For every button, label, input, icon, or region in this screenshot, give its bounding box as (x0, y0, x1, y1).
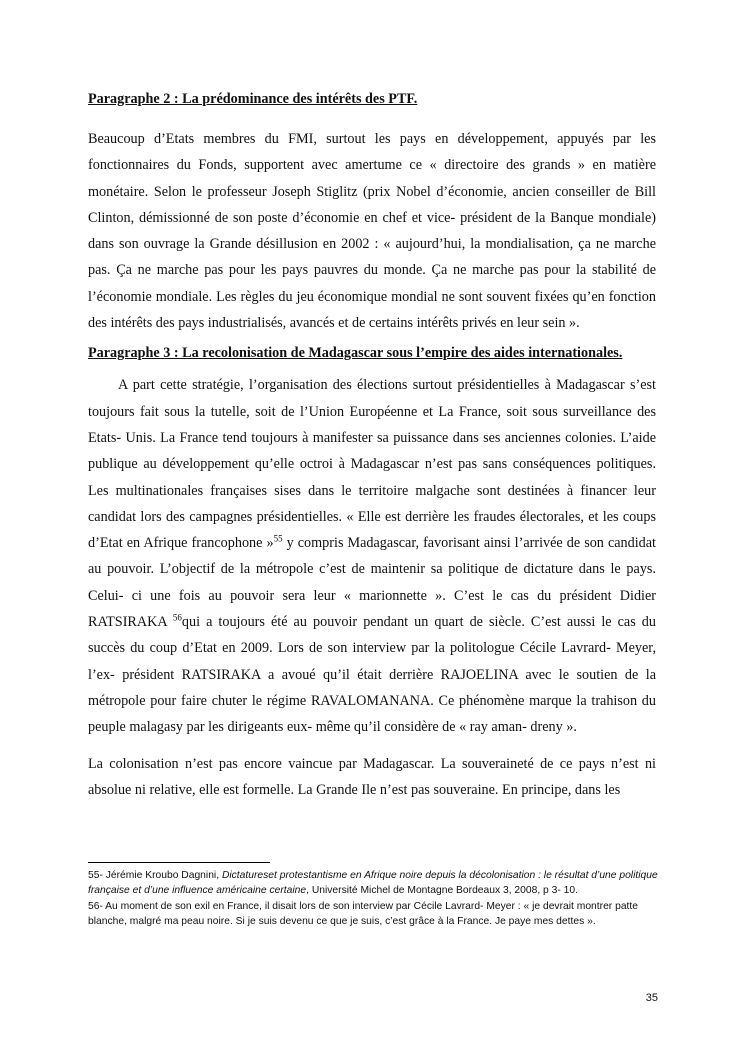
body-paragraph-2-part-3: qui a toujours été au pouvoir pendant un quart de siècle. C’est aussi le cas du succès du coup d’Etat en 2009. Lors de son interview par la politologue Cécile Lavrard- Meyer, l’ex- président RATSIRAKA a avoué qu’il était derrière RAJOELINA avec le soutien de la métropole pour faire chuter le régime RAVALOMANANA. Ce phénomène marque la trahison du peuple malagasy par les dirigeants eux- même qu’il considère de « ray aman- dreny ». (88, 614, 656, 736)
document-body (88, 90, 656, 803)
section-heading-paragraphe-3: Paragraphe 3 : La recolonisation de Madagascar sous l’empire des aides internationales. (88, 345, 623, 362)
footnote-55-title: Dictatureset protestantisme en Afrique noire depuis la décolonisation : le résultat d’une politique française et d’une influence américaine certaine (88, 870, 658, 897)
footnote-55-tail: , Université Michel de Montagne Bordeaux 3, 2008, p 3- 10. (306, 885, 578, 897)
footnote-55 (88, 868, 658, 899)
body-paragraph-2-part-2: y compris Madagascar, favorisant ainsi l’arrivée de son candidat au pouvoir. L’objectif de la métropole c’est de maintenir sa politique de dictature dans le pays. Celui- ci une fois au pouvoir sera leur « marionnette ». C’est le cas du président Didier RATSIRAKA (88, 535, 657, 631)
footnote-56: 56- Au moment de son exil en France, il disait lors de son interview par Cécile Lavrard- Meyer : « je devrait montrer patte blanche, malgré ma peau noire. Si je suis devenu ce que je suis, c’est grâce à la France. Je paye mes dettes ». (88, 900, 638, 928)
footnote-separator (88, 862, 270, 863)
body-paragraph-3: La colonisation n’est pas encore vaincue par Madagascar. La souveraineté de ce pays n’est ni absolue ni relative, elle est formelle. La Grande Ile n’est pas souveraine. En principe, dans les (88, 755, 656, 798)
body-paragraph-2-part-1: A part cette stratégie, l’organisation des élections surtout présidentielles à Madagascar s’est toujours fait sous la tutelle, soit de l’Union Européenne et La France, soit sous surveillance des Etats- Unis. La France tend toujours à manifester sa puissance dans ses anciennes colonies. L’aide publique au développement qu’elle octroi à Madagascar n’est pas sans conséquences politiques. Les multinationales françaises sises dans le territoire malgache sont destinées à financer leur candidat lors des campagnes présidentielles. « Elle est derrière les fraudes électorales, et les coups d’Etat en Afrique francophone » (88, 377, 656, 552)
footnote-reference-55: 55 (273, 533, 283, 544)
footnote-reference-56: 56 (172, 612, 182, 623)
body-paragraph-1: Beaucoup d’Etats membres du FMI, surtout les pays en développement, appuyés par les fonctionnaires du Fonds, supportent avec amertume ce « directoire des grands » en matière monétaire. Selon le professeur Joseph Stiglitz (prix Nobel d’économie, ancien conseiller de Bill Clinton, démissionné de son poste d’économie en chef et vice- président de la Banque mondiale) dans son ouvrage la Grande désillusion en 2002 : « aujourd’hui, la mondialisation, ça ne marche pas. Ça ne marche pas pour les pays pauvres du monde. Ça ne marche pas pour la stabilité de l’économie mondiale. Les règles du jeu économique mondial ne sont souvent fixées qu’en fonction des intérêts des pays industrialisés, avancés et de certains intérêts privés en leur sein ». (88, 131, 656, 332)
body-paragraph-2 (88, 372, 656, 740)
page-number: 35 (645, 992, 658, 1004)
footnote-55-lead: 55- Jérémie Kroubo Dagnini, (88, 870, 222, 881)
section-heading-paragraphe-2: Paragraphe 2 : La prédominance des intérêts des PTF. (88, 91, 418, 107)
footnotes (88, 868, 658, 930)
